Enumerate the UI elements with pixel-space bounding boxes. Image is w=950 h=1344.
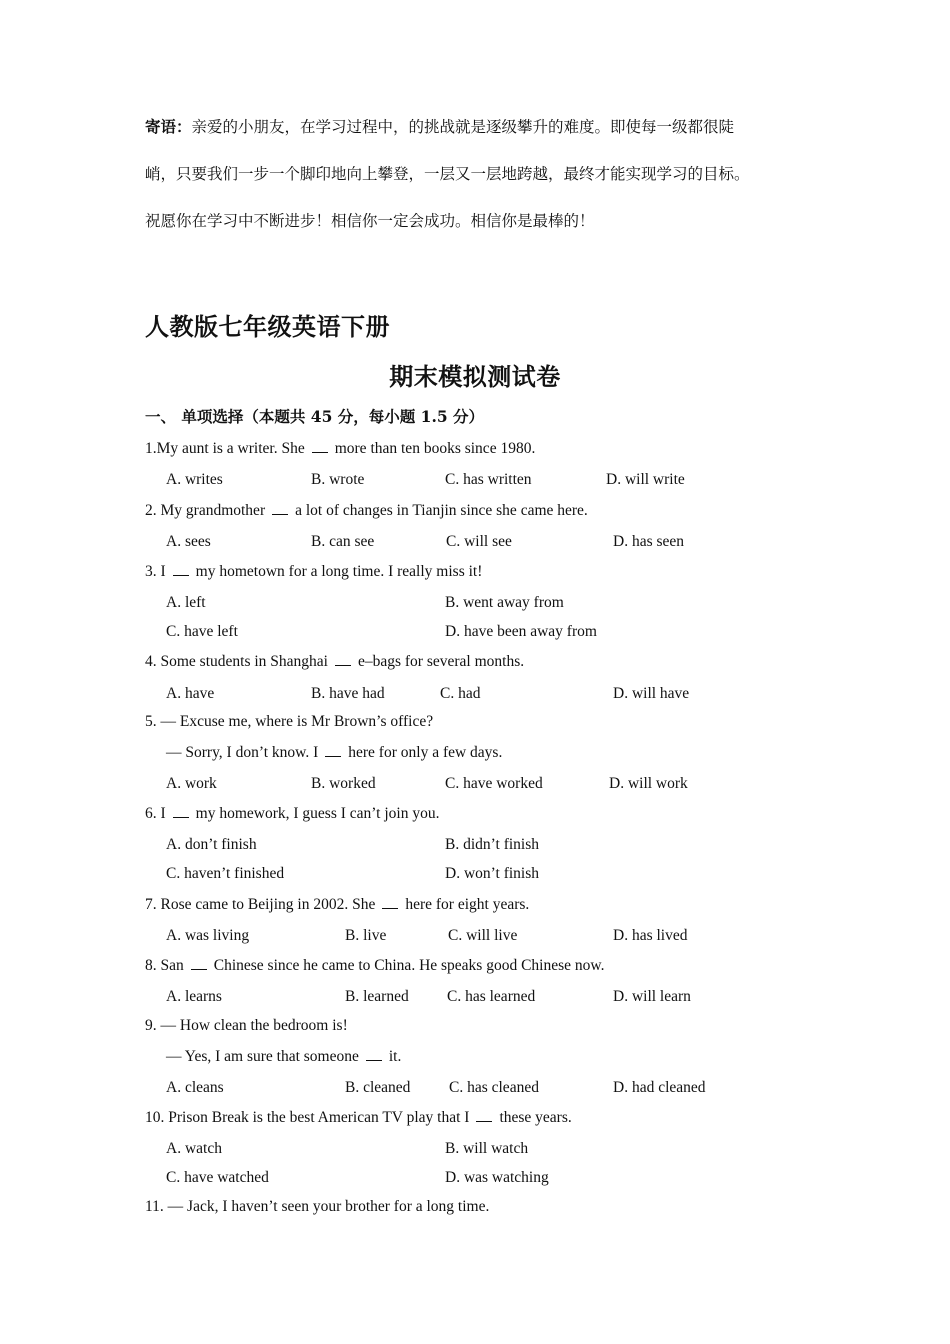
question-3-option-a: A. left [166,594,206,611]
question-5-option-b: B. worked [311,775,376,792]
answer-blank [335,653,351,666]
question-3-option-c: C. have left [166,623,238,640]
answer-blank [325,744,341,757]
question-3-stem: 3. I my hometown for a long time. I really miss it! [145,563,483,580]
question-2-option-b: B. can see [311,533,375,550]
question-5-line-1: 5. — Excuse me, where is Mr Brown’s office? [145,713,434,730]
question-8-option-d: D. will learn [613,988,691,1005]
question-8-option-c: C. has learned [447,988,536,1005]
question-3-option-d: D. have been away from [445,623,597,640]
question-5-stem: — Sorry, I don’t know. I here for only a few days. [166,744,503,761]
question-7-option-a: A. was living [166,927,250,944]
question-4-option-d: D. will have [613,685,690,702]
question-7-option-b: B. live [345,927,387,944]
greeting-text-1: 亲爱的小朋友，在学习过程中，的挑战就是逐级攀升的难度。即使每一级都很陡 [191,118,735,136]
question-9-stem: — Yes, I am sure that someone it. [166,1048,402,1065]
answer-blank [272,502,288,515]
question-6-stem: 6. I my homework, I guess I can’t join you. [145,805,440,822]
question-4-option-a: A. have [166,685,215,702]
answer-blank [173,805,189,818]
answer-blank [312,440,328,453]
question-10-option-c: C. have watched [166,1169,269,1186]
answer-blank [476,1109,492,1122]
question-4-stem: 4. Some students in Shanghai e–bags for several months. [145,653,525,670]
question-2-option-c: C. will see [446,533,512,550]
question-2-stem: 2. My grandmother a lot of changes in Tianjin since she came here. [145,502,588,519]
question-2-option-a: A. sees [166,533,211,550]
question-10-option-a: A. watch [166,1140,222,1157]
question-8-option-b: B. learned [345,988,409,1005]
question-10-option-b: B. will watch [445,1140,529,1157]
question-9-option-a: A. cleans [166,1079,224,1096]
question-5-option-c: C. have worked [445,775,543,792]
question-10-option-d: D. was watching [445,1169,549,1186]
greeting-label: 寄语： [145,117,192,136]
question-9-option-c: C. has cleaned [449,1079,539,1096]
greeting-line-3: 祝愿你在学习中不断进步！相信你一定会成功。相信你是最棒的！ [145,212,595,230]
question-1-option-a: A. writes [166,471,223,488]
greeting-line-1 [145,115,825,139]
question-4-option-b: B. have had [311,685,385,702]
question-6-option-c: C. haven’t finished [166,865,285,882]
greeting-line-2: 峭，只要我们一步一个脚印地向上攀登，一层又一层地跨越，最终才能实现学习的目标。 [145,165,750,183]
question-7-stem: 7. Rose came to Beijing in 2002. She here for eight years. [145,896,530,913]
question-8-option-a: A. learns [166,988,222,1005]
question-6-option-d: D. won’t finish [445,865,540,882]
question-10-stem: 10. Prison Break is the best American TV play that I these years. [145,1109,572,1126]
question-5-option-d: D. will work [609,775,688,792]
question-1-stem: 1.My aunt is a writer. She more than ten books since 1980. [145,440,536,457]
document-title: 人教版七年级英语下册 [145,312,390,341]
question-1-option-b: B. wrote [311,471,365,488]
question-7-option-c: C. will live [448,927,518,944]
question-8-stem: 8. San Chinese since he came to China. He speaks good Chinese now. [145,957,605,974]
question-7-option-d: D. has lived [613,927,688,944]
question-6-option-a: A. don’t finish [166,836,257,853]
section-heading: 一、 单项选择（本题共 45 分，每小题 1.5 分） [145,407,485,426]
question-9-option-b: B. cleaned [345,1079,411,1096]
question-11-line-1: 11. — Jack, I haven’t seen your brother for a long time. [145,1198,490,1215]
question-1-option-c: C. has written [445,471,532,488]
document-subtitle: 期末模拟测试卷 [389,362,561,391]
question-4-option-c: C. had [440,685,481,702]
answer-blank [173,563,189,576]
question-1-option-d: D. will write [606,471,685,488]
answer-blank [366,1048,382,1061]
question-9-option-d: D. had cleaned [613,1079,706,1096]
question-2-option-d: D. has seen [613,533,685,550]
answer-blank [382,896,398,909]
question-3-option-b: B. went away from [445,594,564,611]
question-6-option-b: B. didn’t finish [445,836,540,853]
question-5-option-a: A. work [166,775,217,792]
answer-blank [191,957,207,970]
question-9-line-1: 9. — How clean the bedroom is! [145,1017,348,1034]
